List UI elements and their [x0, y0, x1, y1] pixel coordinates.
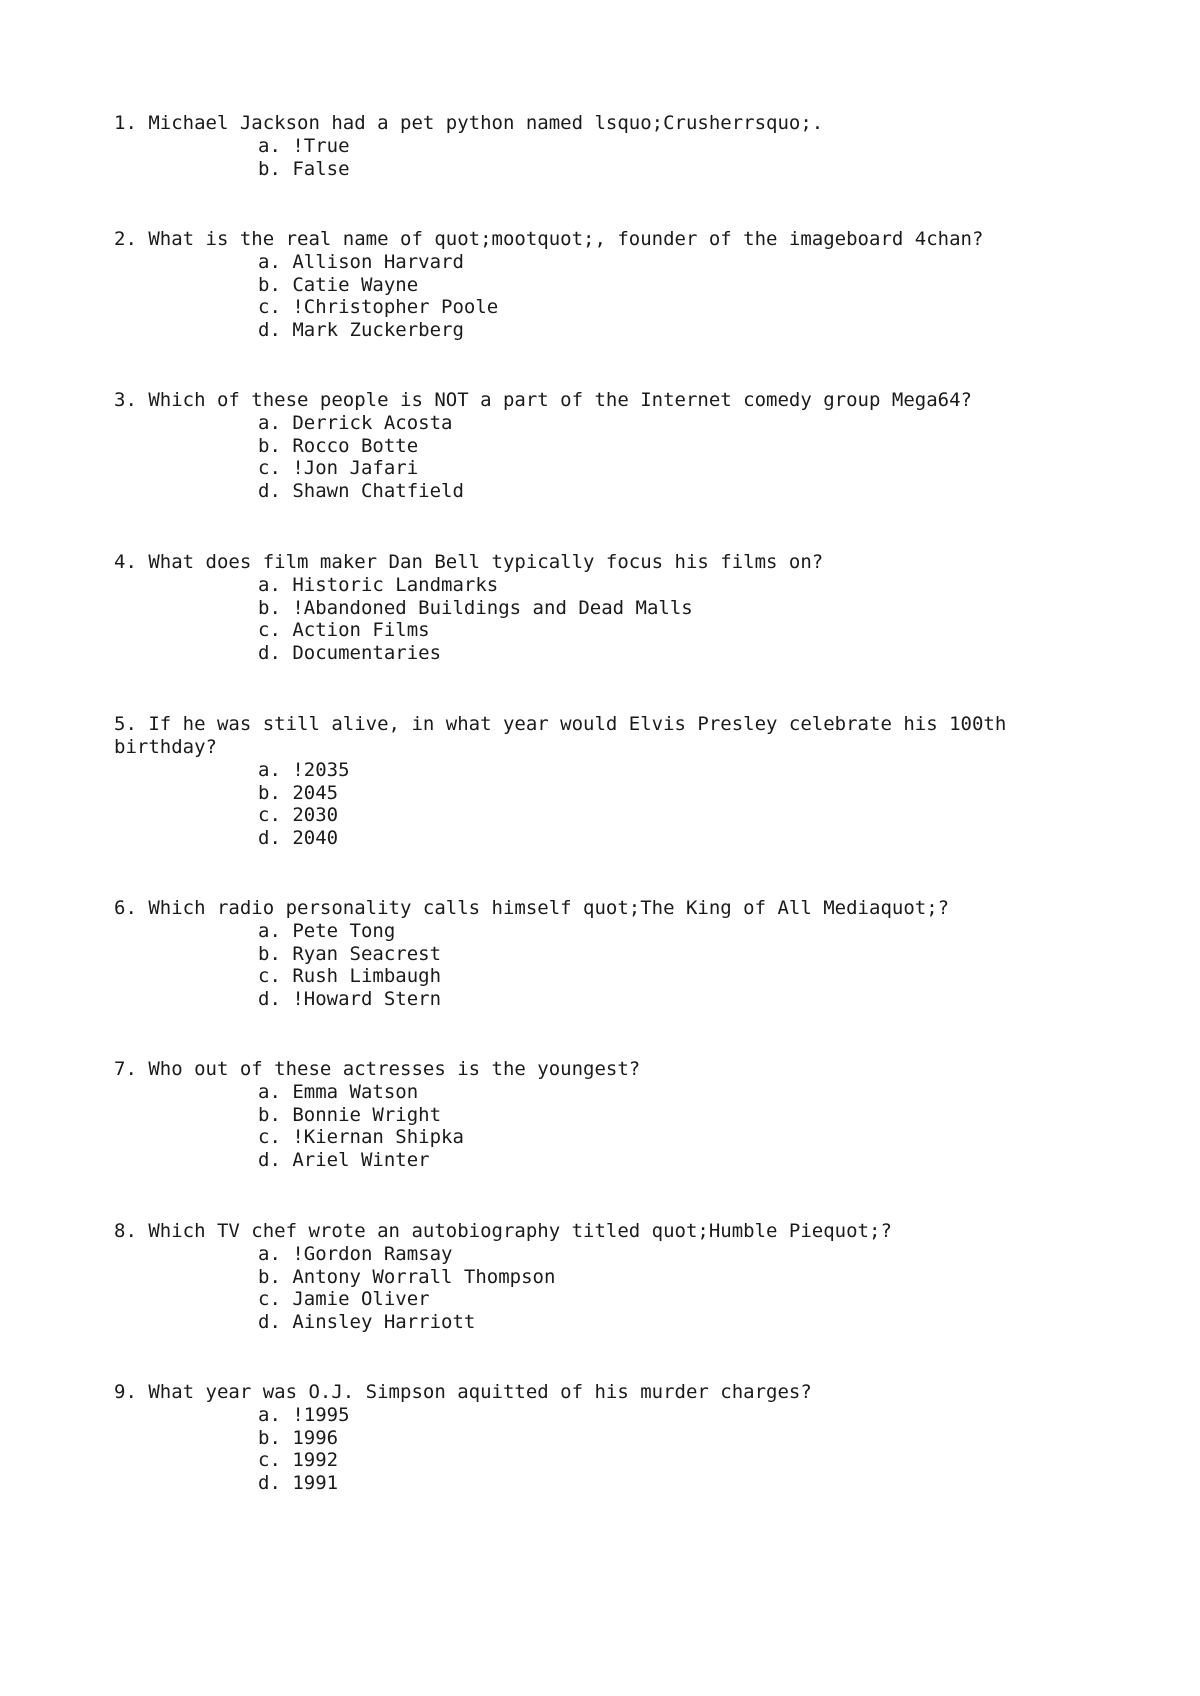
option-list [114, 1081, 1074, 1171]
option-d: d. !Howard Stern [258, 987, 442, 1010]
option-list [114, 412, 1074, 502]
option-d: d. Ariel Winter [258, 1148, 430, 1171]
question-2 [114, 228, 1074, 341]
option-list [114, 574, 1074, 664]
question-text: 6. Which radio personality calls himself quot;The King of All Mediaquot;? [114, 897, 950, 919]
question-text: 3. Which of these people is NOT a part of the Internet comedy group Mega64? [114, 389, 972, 411]
option-list [114, 251, 1074, 341]
option-d: d. Ainsley Harriott [258, 1310, 476, 1333]
question-1 [114, 112, 1074, 180]
question-text: 2. What is the real name of quot;mootquot;, founder of the imageboard 4chan? [114, 228, 984, 250]
option-c: c. !Christopher Poole [258, 296, 499, 319]
option-b: b. Rocco Botte [258, 434, 419, 457]
question-text: 8. Which TV chef wrote an autobiography titled quot;Humble Piequot;? [114, 1220, 892, 1242]
question-text: 1. Michael Jackson had a pet python named lsquo;Crusherrsquo;. [114, 112, 824, 134]
option-c: c. !Jon Jafari [258, 457, 419, 480]
option-b: b. !Abandoned Buildings and Dead Malls [258, 596, 693, 619]
option-a: a. !1995 [258, 1404, 350, 1426]
option-a: a. Emma Watson [258, 1081, 419, 1103]
question-6 [114, 897, 1074, 1010]
option-d: d. 1991 [258, 1471, 339, 1494]
option-b: b. 1996 [258, 1426, 339, 1449]
option-a: a. Derrick Acosta [258, 412, 453, 434]
option-d: d. 2040 [258, 826, 339, 849]
option-d: d. Shawn Chatfield [258, 479, 464, 502]
question-3 [114, 389, 1074, 502]
question-7 [114, 1058, 1074, 1171]
option-a: a. !2035 [258, 759, 350, 781]
option-b: b. Catie Wayne [258, 273, 419, 296]
option-a: a. !True [258, 135, 350, 157]
option-c: c. 1992 [258, 1449, 339, 1472]
option-list [114, 1404, 1074, 1494]
option-a: a. Allison Harvard [258, 251, 464, 273]
question-text: 5. If he was still alive, in what year would Elvis Presley celebrate his 100th birthday? [114, 713, 1018, 758]
option-list [114, 1243, 1074, 1333]
option-a: a. Pete Tong [258, 920, 396, 942]
option-d: d. Documentaries [258, 641, 442, 664]
option-c: c. Rush Limbaugh [258, 965, 442, 988]
option-list [114, 135, 1074, 180]
question-text: 7. Who out of these actresses is the youngest? [114, 1058, 641, 1080]
option-b: b. Antony Worrall Thompson [258, 1265, 556, 1288]
option-c: c. Action Films [258, 619, 430, 642]
option-c: c. 2030 [258, 804, 339, 827]
question-9 [114, 1381, 1074, 1494]
option-list [114, 759, 1074, 849]
option-b: b. Bonnie Wright [258, 1103, 442, 1126]
question-8 [114, 1220, 1074, 1333]
option-a: a. !Gordon Ramsay [258, 1243, 453, 1265]
option-c: c. Jamie Oliver [258, 1288, 430, 1311]
question-4 [114, 551, 1074, 664]
option-b: b. Ryan Seacrest [258, 942, 442, 965]
option-b: b. 2045 [258, 781, 339, 804]
option-list [114, 920, 1074, 1010]
question-text: 4. What does film maker Dan Bell typically focus his films on? [114, 551, 824, 573]
question-5 [114, 713, 1074, 849]
option-d: d. Mark Zuckerberg [258, 318, 464, 341]
option-b: b. False [258, 157, 350, 180]
option-c: c. !Kiernan Shipka [258, 1126, 464, 1149]
option-a: a. Historic Landmarks [258, 574, 499, 596]
question-text: 9. What year was O.J. Simpson aquitted of his murder charges? [114, 1381, 812, 1403]
